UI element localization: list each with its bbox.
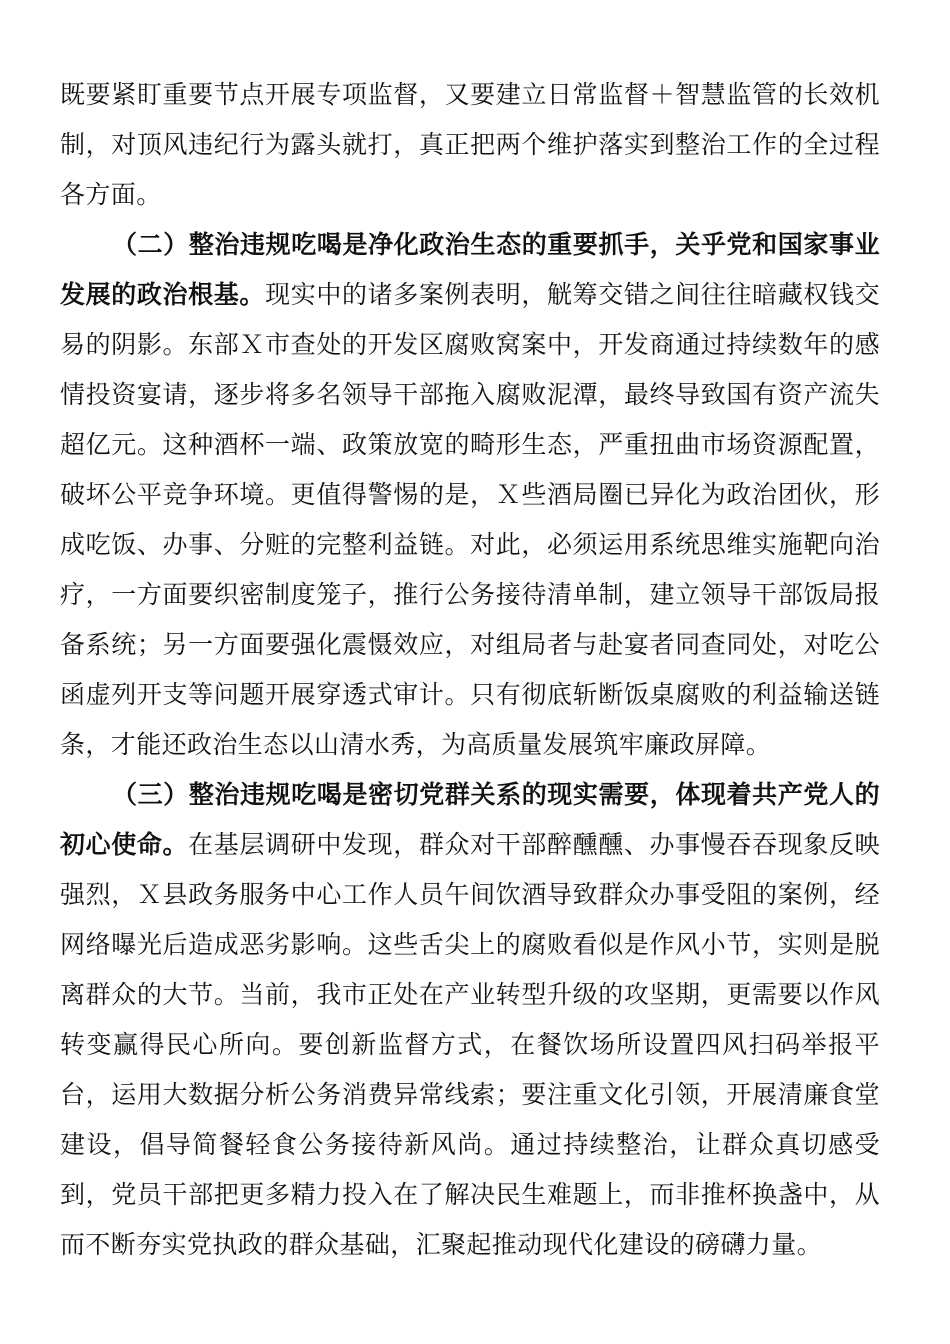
document-page	[60, 70, 880, 1270]
paragraph-section-3	[60, 770, 880, 1270]
paragraph-body: 现实中的诸多案例表明，觥筹交错之间往往暗藏权钱交易的阴影。东部Ｘ市查处的开发区腐败窝案中，开发商通过持续数年的感情投资宴请，逐步将多名领导干部拖入腐败泥潭，最终导致国有资产流失超亿元。这种酒杯一端、政策放宽的畸形生态，严重扭曲市场资源配置，破坏公平竞争环境。更值得警惕的是，Ｘ些酒局圈已异化为政治团伙，形成吃饭、办事、分赃的完整利益链。对此，必须运用系统思维实施靶向治疗，一方面要织密制度笼子，推行公务接待清单制，建立领导干部饭局报备系统；另一方面要强化震慑效应，对组局者与赴宴者同查同处，对吃公函虚列开支等问题开展穿透式审计。只有彻底斩断饭桌腐败的利益输送链条，才能还政治生态以山清水秀，为高质量发展筑牢廉政屏障。	[60, 280, 880, 759]
paragraph-continuation	[60, 70, 880, 220]
section-heading: （三）整治违规吃喝是密切党群关系的现实需要，体现着共产党人的初心使命。	[60, 780, 880, 859]
paragraph-body: 既要紧盯重要节点开展专项监督，又要建立日常监督＋智慧监管的长效机制，对顶风违纪行为露头就打，真正把两个维护落实到整治工作的全过程各方面。	[60, 80, 880, 209]
section-heading: （二）整治违规吃喝是净化政治生态的重要抓手，关乎党和国家事业发展的政治根基。	[60, 230, 880, 309]
paragraph-body: 在基层调研中发现，群众对干部醉醺醺、办事慢吞吞现象反映强烈，Ｘ县政务服务中心工作人员午间饮酒导致群众办事受阻的案例，经网络曝光后造成恶劣影响。这些舌尖上的腐败看似是作风小节，实则是脱离群众的大节。当前，我市正处在产业转型升级的攻坚期，更需要以作风转变赢得民心所向。要创新监督方式，在餐饮场所设置四风扫码举报平台，运用大数据分析公务消费异常线索；要注重文化引领，开展清廉食堂建设，倡导简餐轻食公务接待新风尚。通过持续整治，让群众真切感受到，党员干部把更多精力投入在了解决民生难题上，而非推杯换盏中，从而不断夯实党执政的群众基础，汇聚起推动现代化建设的磅礴力量。	[60, 830, 880, 1259]
paragraph-section-2	[60, 220, 880, 770]
